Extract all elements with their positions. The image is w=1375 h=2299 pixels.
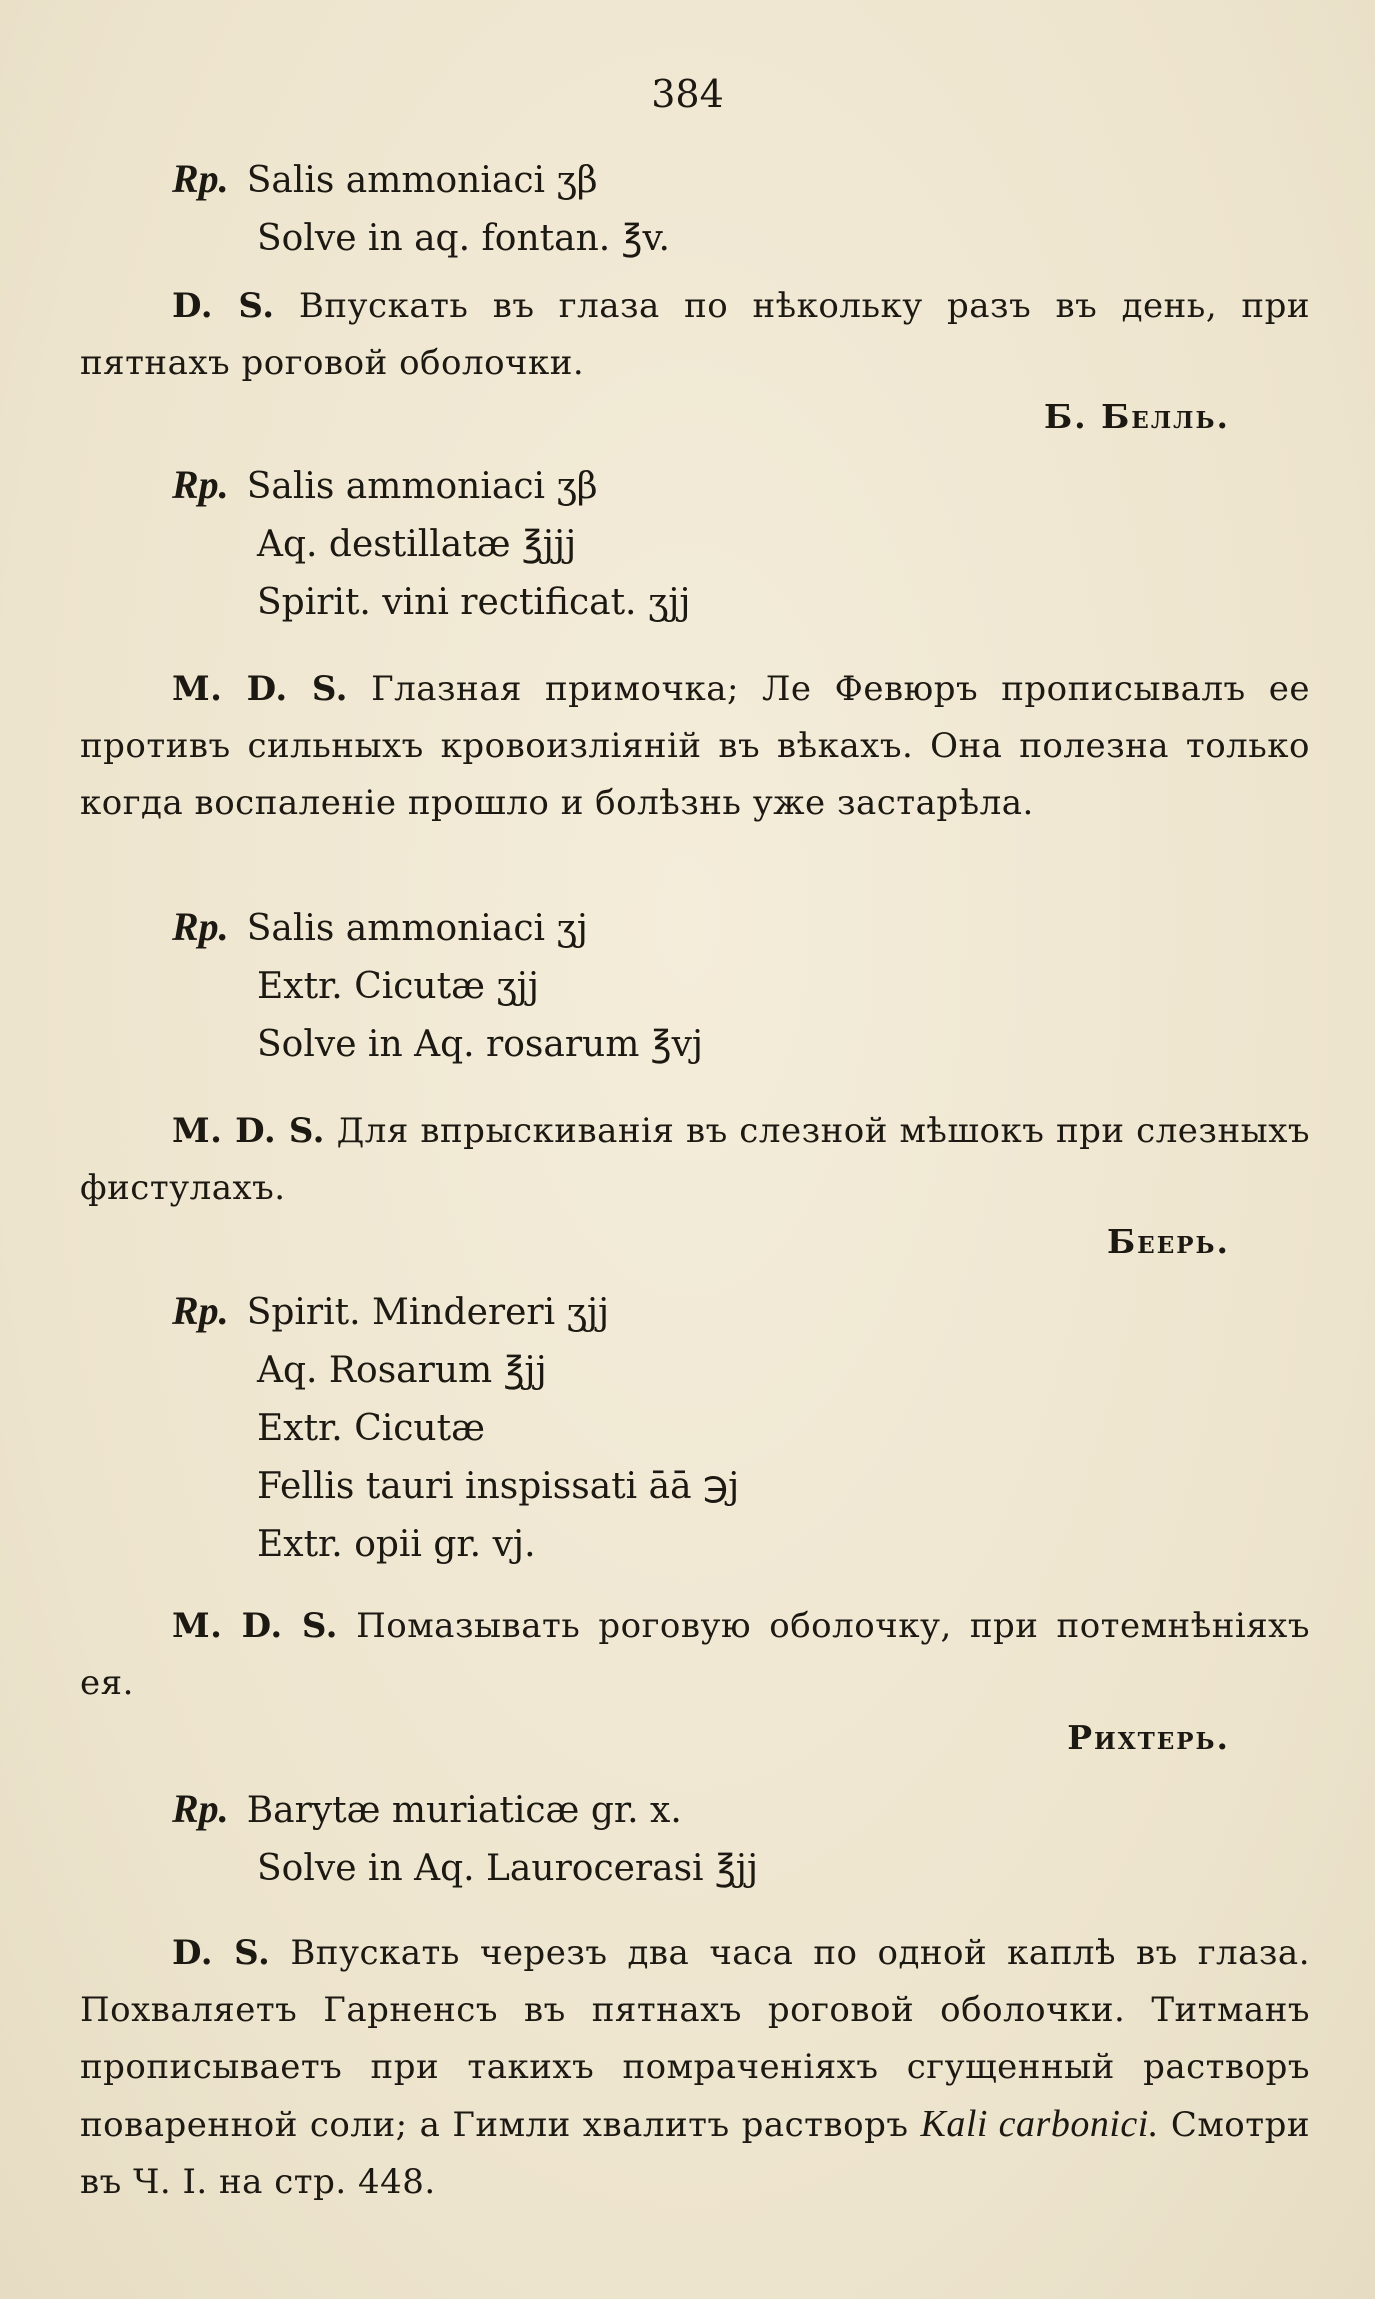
note-text: Впускать черезъ два часа по одной каплѣ въ глаза. Похваляетъ Гарненсъ въ пятнахъ роговой оболочки. Титманъ прописываетъ при такихъ помраченіяхъ сгущенный растворъ поваренной соли; а Гимли хвалитъ растворъ	[80, 1933, 1311, 2145]
ingredient-line: Extr. Cicutæ ʒjj	[257, 966, 539, 1007]
ingredient-line: Spirit. Mindereri ʒjj	[246, 1292, 610, 1333]
note-text-tail: Смотри въ Ч. I. на стр. 448.	[80, 2105, 1310, 2202]
rx-symbol: Rp.	[172, 1288, 229, 1333]
note-text: Впускать въ глаза по нѣкольку разъ въ день, при пятнахъ роговой оболочки.	[80, 286, 1310, 383]
note-5	[80, 1925, 1310, 2211]
rx-symbol: Rp.	[172, 156, 229, 201]
note-label: M. D. S.	[172, 1111, 325, 1151]
ingredient-line: Salis ammoniaci ʒβ	[246, 466, 598, 507]
ingredient-line: Fellis tauri inspissati āā ℈j	[257, 1466, 740, 1507]
prescription-4	[172, 1282, 739, 1574]
note-1	[80, 278, 1310, 392]
note-4	[80, 1598, 1310, 1712]
note-text: Для впрыскиванія въ слезной мѣшокъ при слезныхъ фистулахъ.	[80, 1111, 1310, 1208]
note-text: Глазная примочка; Ле Февюръ прописывалъ ее противъ сильныхъ кровоизліяній въ вѣкахъ. Она полезна только когда воспаленіе прошло и болѣзнь уже застарѣла.	[80, 669, 1311, 823]
ingredient-line: Solve in Aq. Laurocerasi ℥jj	[257, 1848, 759, 1889]
note-3	[80, 1103, 1310, 1217]
note-label: M. D. S.	[172, 1606, 339, 1646]
prescription-1	[172, 150, 670, 268]
prescription-5	[172, 1780, 758, 1898]
ingredient-line: Aq. destillatæ ℥jjj	[257, 524, 577, 565]
prescription-3	[172, 898, 703, 1074]
ingredient-line: Salis ammoniaci ʒβ	[246, 160, 598, 201]
note-label: D. S.	[172, 286, 275, 326]
ingredient-line: Extr. Cicutæ	[257, 1408, 485, 1449]
note-label: M. D. S.	[172, 669, 349, 709]
rx-symbol: Rp.	[172, 462, 229, 507]
prescription-2	[172, 456, 691, 632]
ingredient-line: Solve in Aq. rosarum ℥vj	[257, 1024, 704, 1065]
ingredient-line: Salis ammoniaci ʒj	[246, 908, 588, 949]
rx-symbol: Rp.	[172, 904, 229, 949]
author-1: Б. Белль.	[1043, 397, 1230, 436]
ingredient-line: Barytæ muriaticæ gr. x.	[246, 1790, 682, 1831]
author-4: Рихтерь.	[1067, 1718, 1230, 1757]
ingredient-line: Extr. opii gr. vj.	[257, 1524, 536, 1565]
ingredient-line: Aq. Rosarum ℥jj	[257, 1350, 547, 1391]
rx-symbol: Rp.	[172, 1786, 229, 1831]
page-number: 384	[651, 72, 724, 116]
note-text: Помазывать роговую оболочку, при потемнѣніяхъ ея.	[80, 1606, 1310, 1703]
note-label: D. S.	[172, 1933, 271, 1973]
author-3: Беерь.	[1106, 1222, 1230, 1261]
note-italic: Kali carbonici.	[920, 2103, 1159, 2145]
note-2	[80, 661, 1310, 832]
ingredient-line: Solve in aq. fontan. ℥v.	[257, 218, 670, 259]
ingredient-line: Spirit. vini rectificat. ʒjj	[257, 582, 691, 623]
